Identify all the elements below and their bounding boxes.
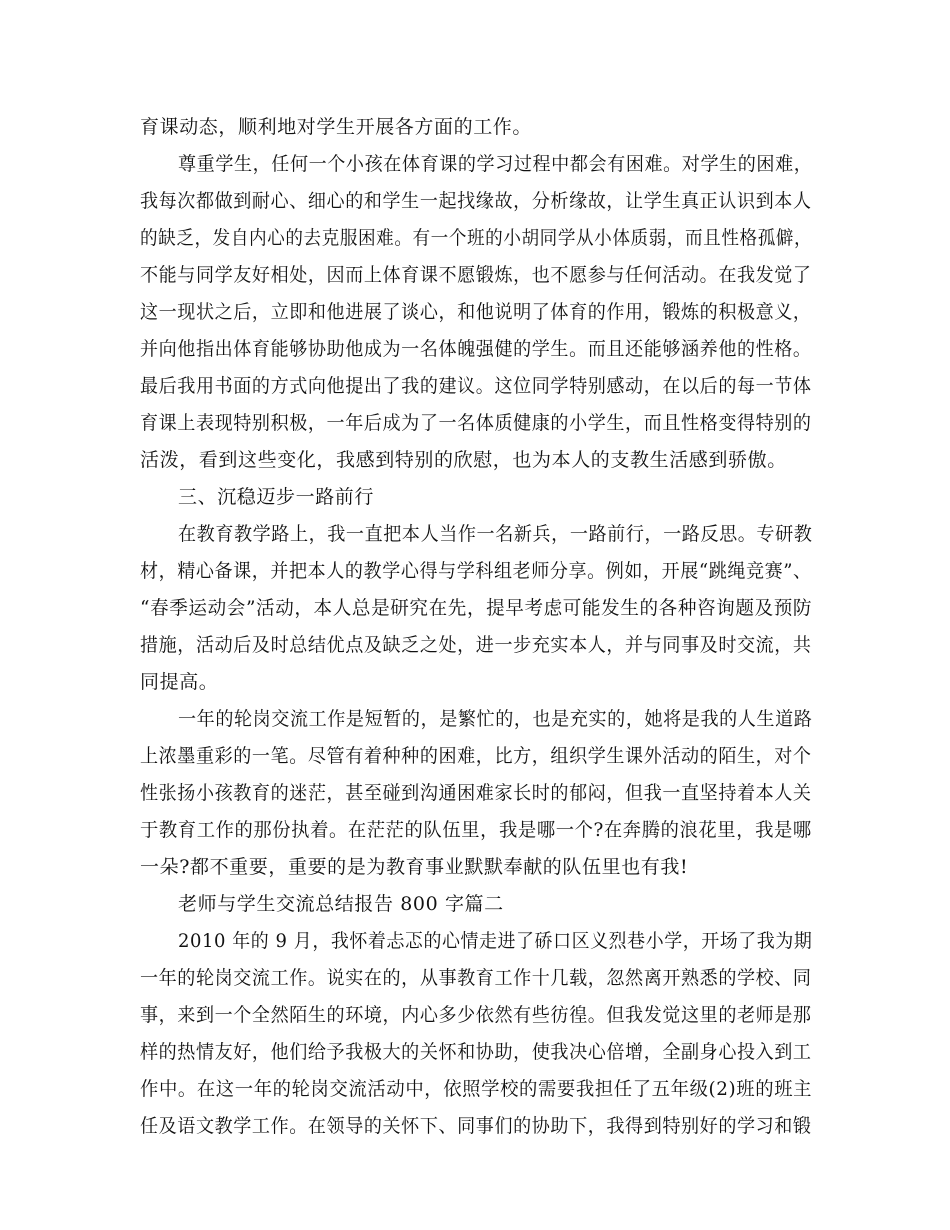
text-line: 在教育教学路上，我一直把本人当作一名新兵，一路前行，一路反思。专研教 [178, 523, 813, 545]
text-line: 育课动态，顺利地对学生开展各方面的工作。 [140, 116, 533, 138]
text-line: 这一现状之后，立即和他进展了谈心，和他说明了体育的作用，锻炼的积极意义， [140, 301, 812, 323]
text-line: 我每次都做到耐心、细心的和学生一起找缘故，分析缘故，让学生真正认识到本人 [140, 190, 812, 212]
text-line: 同提高。 [140, 671, 219, 693]
text-line: 任及语文教学工作。在领导的关怀下、同事们的协助下，我得到特别好的学习和锻 [140, 1115, 812, 1137]
text-line: 一年的轮岗交流工作。说实在的，从事教育工作十几载，忽然离开熟悉的学校、同 [140, 967, 812, 989]
text-line: 上浓墨重彩的一笔。尽管有着种种的困难，比方，组织学生课外活动的陌生，对个 [140, 745, 812, 767]
text-line: 措施，活动后及时总结优点及缺乏之处，进一步充实本人，并与同事及时交流，共 [140, 634, 812, 656]
text-line: “春季运动会”活动，本人总是研究在先，提早考虑可能发生的各种咨询题及预防 [140, 597, 813, 619]
text-line: 不能与同学友好相处，因而上体育课不愿锻炼，也不愿参与任何活动。在我发觉了 [140, 264, 812, 286]
section-heading: 老师与学生交流总结报告 800 字篇二 [178, 893, 504, 915]
text-line: 2010 年的 9 月，我怀着忐忑的心情走进了硚口区义烈巷小学，开场了我为期 [178, 930, 813, 952]
text-line: 育课上表现特别积极，一年后成为了一名体质健康的小学生，而且性格变得特别的 [140, 412, 812, 434]
text-line: 并向他指出体育能够协助他成为一名体魄强健的学生。而且还能够涵养他的性格。 [140, 338, 812, 360]
text-line: 一年的轮岗交流工作是短暂的，是繁忙的，也是充实的，她将是我的人生道路 [178, 708, 813, 730]
section-heading: 三、沉稳迈步一路前行 [178, 486, 375, 508]
text-line: 最后我用书面的方式向他提出了我的建议。这位同学特别感动，在以后的每一节体 [140, 375, 812, 397]
text-line: 尊重学生，任何一个小孩在体育课的学习过程中都会有困难。对学生的困难， [178, 153, 813, 175]
text-line: 性张扬小孩教育的迷茫，甚至碰到沟通困难家长时的郁闷，但我一直坚持着本人关 [140, 782, 812, 804]
text-line: 材，精心备课，并把本人的教学心得与学科组老师分享。例如，开展“跳绳竞赛”、 [140, 560, 812, 582]
text-line: 一朵?都不重要，重要的是为教育事业默默奉献的队伍里也有我! [140, 856, 689, 878]
text-line: 事，来到一个全然陌生的环境，内心多少依然有些彷徨。但我发觉这里的老师是那 [140, 1004, 812, 1026]
text-line: 于教育工作的那份执着。在茫茫的队伍里，我是哪一个?在奔腾的浪花里，我是哪 [140, 819, 812, 841]
text-line: 样的热情友好，他们给予我极大的关怀和协助，使我决心倍增，全副身心投入到工 [140, 1041, 812, 1063]
text-line: 的缺乏，发自内心的去克服困难。有一个班的小胡同学从小体质弱，而且性格孤僻， [140, 227, 813, 249]
text-line: 作中。在这一年的轮岗交流活动中，依照学校的需要我担任了五年级(2)班的班主 [140, 1078, 813, 1100]
text-line: 活泼，看到这些变化，我感到特别的欣慰，也为本人的支教生活感到骄傲。 [140, 449, 787, 471]
